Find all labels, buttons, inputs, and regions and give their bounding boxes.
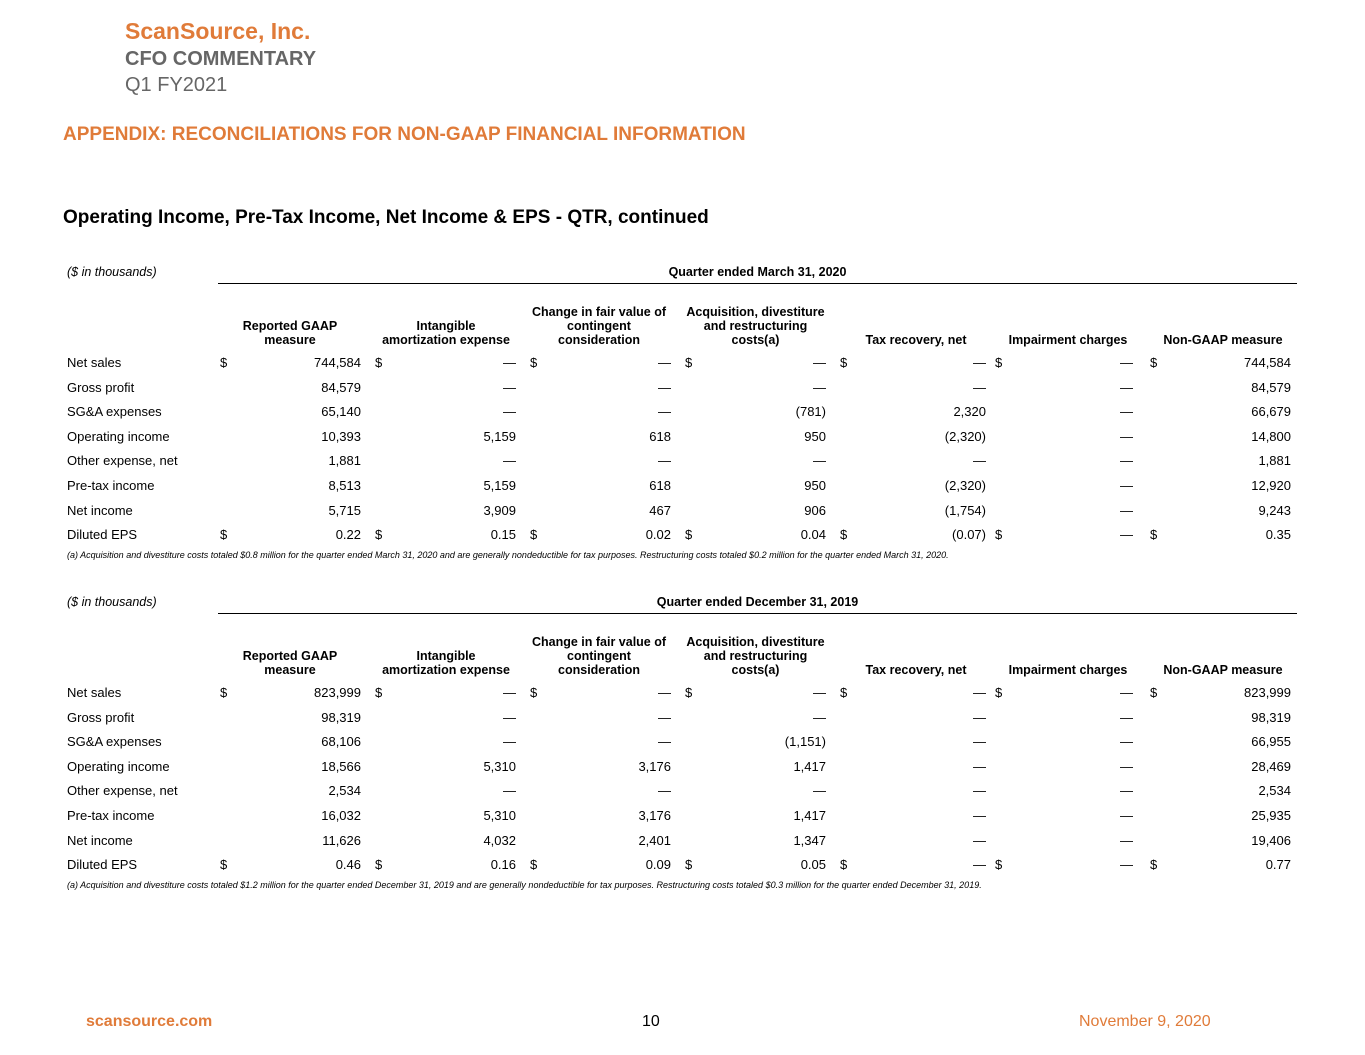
table-cell: 84,579 (321, 379, 361, 395)
column-header-text: Reported GAAP measure (242, 319, 338, 347)
currency-symbol: $ (530, 355, 538, 370)
table-cell: — (973, 783, 986, 799)
fiscal-period: Q1 FY2021 (125, 74, 228, 96)
table-cell: 1,417 (793, 808, 826, 823)
table-cell: — (973, 355, 986, 370)
table-cell: 744,584 (1244, 355, 1291, 370)
currency-symbol: $ (840, 857, 848, 873)
column-header (226, 615, 354, 677)
column-header-text: Change in fair value of contingent consideration (531, 305, 667, 347)
table-cell: 0.35 (1265, 527, 1291, 543)
row-label: Net sales (67, 355, 122, 370)
table-cell: 2,534 (1258, 783, 1291, 799)
column-header (226, 285, 354, 347)
currency-symbol: $ (220, 857, 228, 873)
column-header (529, 285, 669, 347)
currency-symbol: $ (530, 685, 538, 700)
table-cell: — (1120, 527, 1133, 543)
column-header (683, 615, 828, 677)
table-row (63, 779, 1297, 804)
table-cell: — (813, 453, 826, 469)
table-cell: — (973, 808, 986, 823)
row-label: Gross profit (67, 379, 135, 395)
row-label: Operating income (67, 758, 170, 774)
table-cell: — (503, 685, 516, 700)
table-cell: — (813, 709, 826, 725)
row-label: Pre-tax income (67, 478, 155, 493)
table-cell: 1,347 (793, 832, 826, 848)
column-header-text: Acquisition, divestiture and restructuring costs(a) (686, 305, 825, 347)
reconciliation-table (63, 595, 1297, 898)
table-cell: 5,715 (328, 502, 361, 518)
table-cell: 16,032 (321, 808, 361, 823)
table-cell: 823,999 (314, 685, 361, 700)
table-cell: 66,955 (1251, 734, 1291, 750)
column-header (381, 615, 511, 677)
table-cell: 98,319 (1251, 709, 1291, 725)
table-cell: — (973, 758, 986, 774)
column-header-text: Intangible amortization expense (382, 649, 510, 677)
table-cell: 467 (649, 502, 671, 518)
table-cell: 2,401 (638, 832, 671, 848)
table-cell: 1,417 (793, 758, 826, 774)
currency-symbol: $ (1150, 857, 1158, 873)
table-cell: — (658, 709, 671, 725)
currency-symbol: $ (375, 527, 383, 543)
table-cell: 19,406 (1251, 832, 1291, 848)
table-row (63, 376, 1297, 401)
table-row (63, 474, 1297, 499)
currency-symbol: $ (1150, 355, 1158, 370)
table-row (63, 804, 1297, 829)
column-header (1149, 615, 1297, 677)
table-cell: 823,999 (1244, 685, 1291, 700)
currency-symbol: $ (375, 355, 383, 370)
footer-website: scansource.com (86, 1013, 213, 1030)
table-cell: — (1120, 709, 1133, 725)
column-header (841, 615, 991, 677)
table-cell: — (503, 783, 516, 799)
column-header-text: Reported GAAP measure (242, 649, 338, 677)
table-row (63, 730, 1297, 755)
column-header-text: Non-GAAP measure (1163, 333, 1283, 347)
column-header (997, 285, 1139, 347)
table-cell: — (1120, 808, 1133, 823)
column-header-text: Intangible amortization expense (382, 319, 510, 347)
table-cell: — (658, 783, 671, 799)
table-cell: — (658, 685, 671, 700)
table-cell: — (813, 355, 826, 370)
row-label: Diluted EPS (67, 527, 138, 543)
table-cell: 618 (649, 428, 671, 444)
table-cell: — (503, 355, 516, 370)
table-cell: 12,920 (1251, 478, 1291, 493)
table-row (63, 499, 1297, 524)
table-cell: — (503, 404, 516, 420)
row-label: Operating income (67, 428, 170, 444)
footnote: (a) Acquisition and divestiture costs totaled $0.8 million for the quarter ended March 31, 2020 and are generally nondeductible for tax purposes. Restructuring costs totaled $0.2 million for the quarter ended March 31, 2020. (67, 549, 949, 560)
currency-symbol: $ (840, 355, 848, 370)
table-cell: 10,393 (321, 428, 361, 444)
table-cell: — (658, 379, 671, 395)
company-name: ScanSource, Inc. (125, 18, 311, 44)
table-cell: — (813, 379, 826, 395)
table-cell: — (973, 685, 986, 700)
table-cell: 5,159 (483, 478, 516, 493)
table-cell: (1,754) (944, 502, 986, 518)
currency-symbol: $ (995, 527, 1003, 543)
table-cell: 618 (649, 478, 671, 493)
table-cell: — (973, 832, 986, 848)
table-cell: 950 (804, 428, 826, 444)
column-header-text: Tax recovery, net (865, 333, 967, 347)
units-label: ($ in thousands) (67, 265, 157, 279)
table-row (63, 706, 1297, 731)
table-cell: — (973, 453, 986, 469)
table-cell: 1,881 (328, 453, 361, 469)
table-cell: 906 (804, 502, 826, 518)
table-cell: 2,534 (328, 783, 361, 799)
table-cell: — (1120, 685, 1133, 700)
column-header (529, 615, 669, 677)
currency-symbol: $ (375, 685, 383, 700)
table-cell: 0.15 (490, 527, 516, 543)
table-cell: — (503, 734, 516, 750)
table-cell: 4,032 (483, 832, 516, 848)
table-row (63, 400, 1297, 425)
column-header-text: Impairment charges (1008, 663, 1128, 677)
table-cell: — (1120, 478, 1133, 493)
table-cell: — (658, 404, 671, 420)
table-cell: — (1120, 734, 1133, 750)
table-cell: — (1120, 783, 1133, 799)
table-cell: — (973, 709, 986, 725)
table-cell: 0.09 (645, 857, 671, 873)
table-cell: 98,319 (321, 709, 361, 725)
table-cell: — (1120, 832, 1133, 848)
table-cell: 66,679 (1251, 404, 1291, 420)
table-cell: 5,159 (483, 428, 516, 444)
footer-date: November 9, 2020 (1079, 1013, 1211, 1030)
table-cell: — (658, 734, 671, 750)
table-cell: — (1120, 857, 1133, 873)
table-cell: 84,579 (1251, 379, 1291, 395)
currency-symbol: $ (995, 685, 1003, 700)
table-row (63, 449, 1297, 474)
table-cell: (781) (795, 404, 826, 420)
table-cell: (2,320) (944, 428, 986, 444)
row-label: Net income (67, 832, 133, 848)
table-cell: 5,310 (483, 758, 516, 774)
currency-symbol: $ (530, 527, 538, 543)
column-header (683, 285, 828, 347)
column-header-text: Tax recovery, net (865, 663, 967, 677)
table-cell: 25,935 (1251, 808, 1291, 823)
table-cell: 3,909 (483, 502, 516, 518)
units-label: ($ in thousands) (67, 595, 157, 609)
table-cell: 3,176 (638, 808, 671, 823)
currency-symbol: $ (685, 527, 693, 543)
table-cell: — (503, 709, 516, 725)
table-cell: 0.02 (645, 527, 671, 543)
table-cell: — (973, 379, 986, 395)
table-cell: — (1120, 453, 1133, 469)
table-cell: (0.07) (952, 527, 986, 543)
table-cell: 0.22 (335, 527, 361, 543)
currency-symbol: $ (995, 857, 1003, 873)
table-cell: — (813, 685, 826, 700)
table-cell: 744,584 (314, 355, 361, 370)
table-cell: 1,881 (1258, 453, 1291, 469)
table-cell: (1,151) (784, 734, 826, 750)
table-cell: 68,106 (321, 734, 361, 750)
currency-symbol: $ (995, 355, 1003, 370)
currency-symbol: $ (840, 527, 848, 543)
table-row (63, 681, 1297, 706)
document-title: CFO COMMENTARY (125, 48, 317, 70)
row-label: Net income (67, 502, 133, 518)
currency-symbol: $ (685, 857, 693, 873)
currency-symbol: $ (685, 355, 693, 370)
appendix-heading: APPENDIX: RECONCILIATIONS FOR NON-GAAP FINANCIAL INFORMATION (63, 124, 746, 145)
column-header-text: Change in fair value of contingent consideration (531, 635, 667, 677)
table-row (63, 829, 1297, 854)
table-row (63, 425, 1297, 450)
table-row (63, 755, 1297, 780)
table-cell: (2,320) (944, 478, 986, 493)
table-cell: — (503, 453, 516, 469)
row-label: SG&A expenses (67, 404, 162, 420)
table-cell: — (1120, 502, 1133, 518)
table-cell: 14,800 (1251, 428, 1291, 444)
table-cell: — (1120, 379, 1133, 395)
column-header-text: Impairment charges (1008, 333, 1128, 347)
table-cell: — (973, 734, 986, 750)
column-header-text: Non-GAAP measure (1163, 663, 1283, 677)
column-header (381, 285, 511, 347)
table-cell: 950 (804, 478, 826, 493)
currency-symbol: $ (375, 857, 383, 873)
table-cell: — (658, 453, 671, 469)
table-cell: — (813, 783, 826, 799)
table-cell: 0.77 (1265, 857, 1291, 873)
header-rule (218, 613, 1297, 614)
currency-symbol: $ (685, 685, 693, 700)
table-cell: — (1120, 758, 1133, 774)
period-header: Quarter ended December 31, 2019 (656, 595, 859, 609)
reconciliation-table (63, 265, 1297, 568)
table-cell: — (1120, 404, 1133, 420)
table-cell: 0.46 (335, 857, 361, 873)
table-row (63, 351, 1297, 376)
row-label: Net sales (67, 685, 122, 700)
page-number: 10 (642, 1013, 660, 1030)
table-cell: 0.16 (490, 857, 516, 873)
table-cell: 11,626 (322, 832, 361, 848)
table-cell: 2,320 (953, 404, 986, 420)
section-title: Operating Income, Pre-Tax Income, Net Income & EPS - QTR, continued (63, 207, 709, 228)
column-header-text: Acquisition, divestiture and restructuring costs(a) (686, 635, 825, 677)
footnote: (a) Acquisition and divestiture costs totaled $1.2 million for the quarter ended December 31, 2019 and are generally nondeductible for tax purposes. Restructuring costs totaled $0.3 million for the quarter ended December 31, 2019. (67, 879, 982, 890)
table-cell: — (503, 379, 516, 395)
header-rule (218, 283, 1297, 284)
table-cell: 3,176 (638, 758, 671, 774)
table-row (63, 853, 1297, 878)
table-row (63, 523, 1297, 548)
column-header (841, 285, 991, 347)
column-header (1149, 285, 1297, 347)
currency-symbol: $ (530, 857, 538, 873)
row-label: Diluted EPS (67, 857, 138, 873)
currency-symbol: $ (220, 355, 228, 370)
table-cell: — (973, 857, 986, 873)
table-cell: 0.04 (800, 527, 826, 543)
table-cell: 0.05 (800, 857, 826, 873)
table-cell: 8,513 (328, 478, 361, 493)
table-cell: — (1120, 428, 1133, 444)
period-header: Quarter ended March 31, 2020 (668, 265, 847, 279)
currency-symbol: $ (840, 685, 848, 700)
row-label: Pre-tax income (67, 808, 155, 823)
table-cell: — (1120, 355, 1133, 370)
table-cell: — (658, 355, 671, 370)
table-cell: 18,566 (321, 758, 361, 774)
currency-symbol: $ (1150, 527, 1158, 543)
table-cell: 65,140 (321, 404, 361, 420)
currency-symbol: $ (220, 527, 228, 543)
column-header (997, 615, 1139, 677)
table-cell: 5,310 (483, 808, 516, 823)
row-label: Gross profit (67, 709, 135, 725)
currency-symbol: $ (1150, 685, 1158, 700)
row-label: Other expense, net (67, 783, 178, 799)
row-label: Other expense, net (67, 453, 178, 469)
currency-symbol: $ (220, 685, 228, 700)
row-label: SG&A expenses (67, 734, 162, 750)
table-cell: 28,469 (1251, 758, 1291, 774)
table-cell: 9,243 (1258, 502, 1291, 518)
